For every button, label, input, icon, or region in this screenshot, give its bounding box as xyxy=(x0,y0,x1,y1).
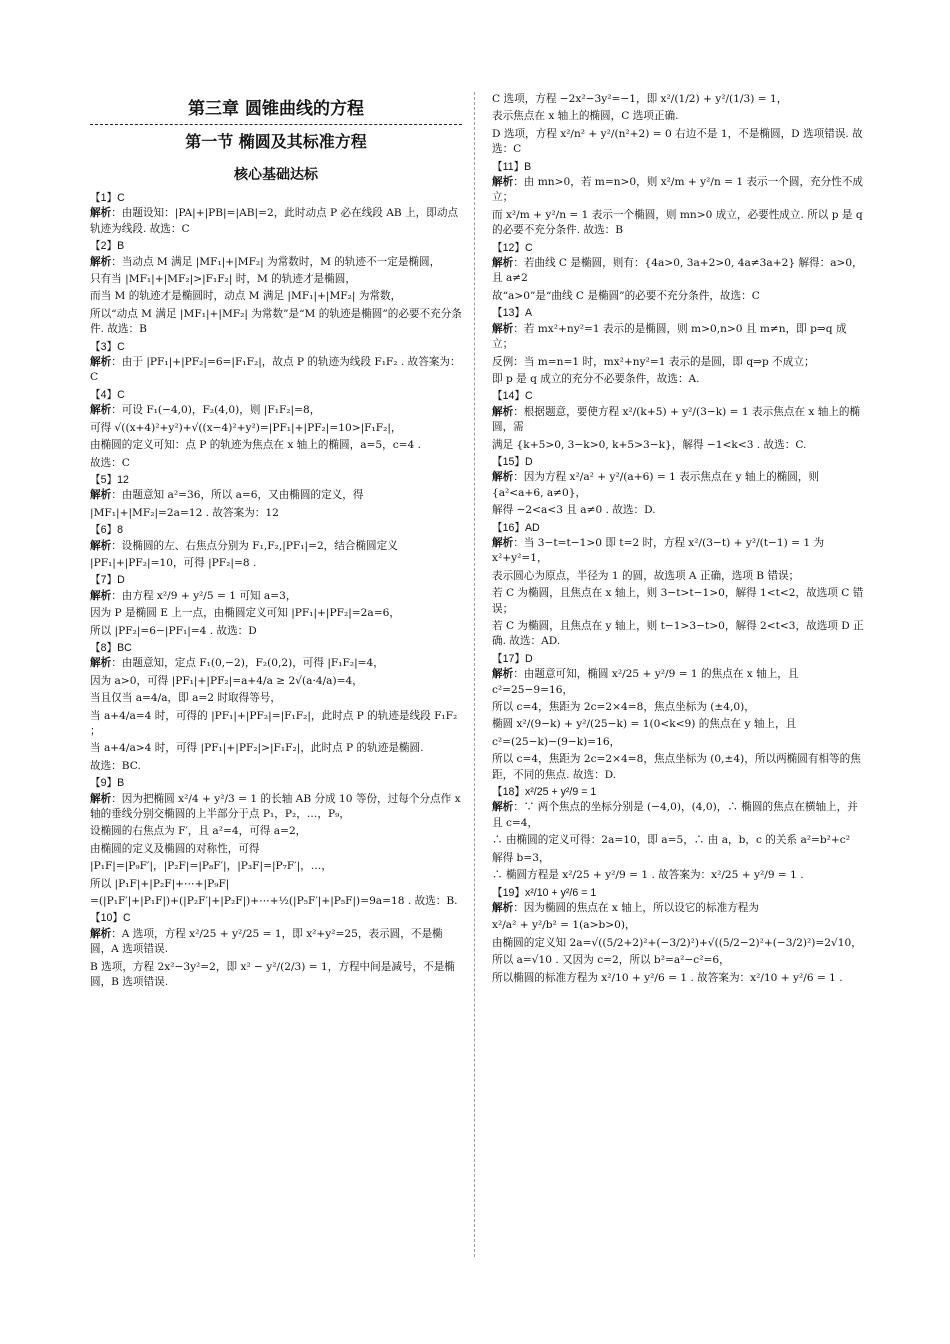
analysis-paragraph xyxy=(90,859,462,874)
analysis-paragraph xyxy=(90,403,462,418)
analysis-line: 故选：C xyxy=(90,456,130,469)
answer-number: 【6】8 xyxy=(90,524,123,537)
analysis-paragraph xyxy=(90,307,462,338)
analysis-line: 可得 √((x+4)²+y²)+√((x−4)²+y²)=|PF₁|+|PF₂|=10>|F₁F₂|， xyxy=(90,421,402,434)
analysis-label: 解析 xyxy=(492,322,514,335)
analysis-line: ：可设 F₁(−4,0)，F₂(4,0)，则 |F₁F₂|=8， xyxy=(111,404,321,417)
answer-number: 【13】A xyxy=(492,307,533,320)
answer-number: 【17】D xyxy=(492,652,533,665)
analysis-paragraph xyxy=(90,842,462,857)
analysis-line: 所以 c=4，焦距为 2c=2×4=8，焦点坐标为 (±4,0)， xyxy=(492,701,755,714)
answer-number: 【14】C xyxy=(492,390,533,403)
analysis-paragraph xyxy=(90,506,462,521)
analysis-line: 而当 M 的轨迹才是椭圆时，动点 M 满足 |MF₁|+|MF₂| 为常数， xyxy=(90,290,402,303)
answer-item xyxy=(492,785,864,883)
analysis-paragraph xyxy=(90,355,462,386)
answer-item xyxy=(90,388,462,471)
analysis-paragraph xyxy=(90,674,462,689)
analysis-paragraph xyxy=(492,667,864,698)
analysis-paragraph xyxy=(90,456,462,471)
analysis-label: 解析 xyxy=(90,589,112,602)
analysis-paragraph xyxy=(492,470,864,501)
analysis-paragraph xyxy=(492,322,864,353)
analysis-line: ：设椭圆的左、右焦点分别为 F₁,F₂,|PF₁|=2，结合椭圆定义 xyxy=(111,539,398,552)
chapter-title: 第三章 圆锥曲线的方程 xyxy=(188,99,364,119)
analysis-label: 解析 xyxy=(492,405,514,418)
answer-number: 【1】C xyxy=(90,192,125,204)
analysis-line: 所以 c=4，焦距为 2c=2×4=8，焦点坐标为 (0,±4)，所以两椭圆有相等的焦距，不同的焦点. 故选：D. xyxy=(492,753,861,781)
answer-item xyxy=(90,239,462,337)
analysis-line: ：因为把椭圆 x²/4 + y²/3 = 1 的长轴 AB 分成 10 等份，过每个分点作 x 轴的垂线分别交椭圆的上半部分于点 P₁，P₂，…，P₉， xyxy=(90,792,461,821)
analysis-label: 解析 xyxy=(492,471,514,484)
analysis-line: =(|P₁F′|+|P₁F|)+(|P₂F′|+|P₂F|)+⋯+½(|P₅F′|+|P₅F|)=9a=18 . 故选：B. xyxy=(90,895,458,908)
answer-number: 【15】D xyxy=(492,455,533,468)
analysis-paragraph xyxy=(492,175,864,206)
analysis-line: ：当动点 M 满足 |MF₁|+|MF₂| 为常数时，M 的轨迹不一定是椭圆， xyxy=(111,255,441,268)
analysis-paragraph xyxy=(492,700,864,715)
analysis-paragraph xyxy=(90,824,462,839)
analysis-line: ：因为方程 x²/a² + y²/(a+6) = 1 表示焦点在 y 轴上的椭圆，则 {a²<a+6, a≠0}， xyxy=(492,471,820,499)
answer-number: 【19】x²/10 + y²/6 = 1 xyxy=(492,886,597,899)
analysis-line: 满足 {k+5>0, 3−k>0, k+5>3−k}，解得 −1<k<3 . 故选：C. xyxy=(492,438,807,451)
analysis-label: 解析 xyxy=(492,801,514,814)
analysis-line: 解得 b=3， xyxy=(492,851,550,864)
answer-item xyxy=(492,521,864,650)
analysis-line: 若 C 为椭圆，且焦点在 y 轴上，则 t−1>3−t>0，解得 2<t<3，故选项 D 正确. 故选：AD. xyxy=(492,620,864,648)
analysis-line: ：由题意可知，椭圆 x²/25 + y²/9 = 1 的焦点在 x 轴上，且 c²=25−9=16， xyxy=(492,668,799,696)
analysis-paragraph xyxy=(90,624,462,639)
analysis-line: 当 a+4/a=4 时，可得的 |PF₁|+|PF₂|=|F₁F₂|，此时点 P 的轨迹是线段 F₁F₂ ； xyxy=(90,709,458,737)
answer-item xyxy=(90,573,462,639)
analysis-paragraph xyxy=(90,792,462,823)
answer-item xyxy=(492,455,864,519)
analysis-line: 由椭圆的定义知 2a=√((5/2+2)²+(−3/2)²)+√((5/2−2)²+(−3/2)²)=2√10， xyxy=(492,936,862,949)
analysis-paragraph xyxy=(90,272,462,287)
analysis-label: 解析 xyxy=(90,356,112,369)
analysis-paragraph xyxy=(492,833,864,848)
analysis-line: 设椭圆的右焦点为 F′，且 a²=4，可得 a=2， xyxy=(90,825,307,838)
analysis-paragraph xyxy=(90,438,462,453)
analysis-line: x²/a² + y²/b² = 1(a>b>0)， xyxy=(492,919,636,932)
analysis-line: 表示圆心为原点，半径为 1 的圆，故选项 A 正确，选项 B 错误； xyxy=(492,569,800,582)
analysis-line: ：由题意知，定点 F₁(0,−2)，F₂(0,2)，可得 |F₁F₂|=4， xyxy=(111,657,384,670)
analysis-paragraph xyxy=(492,92,864,107)
analysis-line: 当 a+4/a>4 时，可得 |PF₁|+|PF₂|>|F₁F₂|，此时点 P 的轨迹是椭圆. xyxy=(90,742,424,755)
analysis-paragraph xyxy=(492,901,864,916)
answer-number: 【11】B xyxy=(492,160,532,173)
analysis-label: 解析 xyxy=(492,901,514,914)
analysis-line: 只有当 |MF₁|+|MF₂|>|F₁F₂| 时，M 的轨迹才是椭圆， xyxy=(90,273,356,286)
analysis-paragraph xyxy=(90,556,462,571)
analysis-paragraph xyxy=(492,586,864,617)
answer-number: 【18】x²/25 + y²/9 = 1 xyxy=(492,786,597,799)
analysis-label: 解析 xyxy=(492,668,514,681)
analysis-line: B 选项，方程 2x²−3y²=2，即 x² − y²/(2/3) = 1，方程中间是减号，不是椭圆，B 选项错误. xyxy=(90,960,455,989)
analysis-paragraph xyxy=(90,709,462,740)
analysis-paragraph xyxy=(90,877,462,892)
section-title: 第一节 椭圆及其标准方程 xyxy=(185,132,367,151)
answer-item xyxy=(90,340,462,386)
analysis-line: |PF₁|+|PF₂|=10，可得 |PF₂|=8 . xyxy=(90,556,257,569)
answer-number: 【12】C xyxy=(492,241,533,254)
analysis-paragraph xyxy=(492,289,864,304)
analysis-line: 当且仅当 a=4/a，即 a=2 时取得等号， xyxy=(90,692,281,705)
answer-number: 【8】BC xyxy=(90,641,132,654)
answer-item xyxy=(492,389,864,453)
analysis-label: 解析 xyxy=(90,404,112,417)
answer-item xyxy=(90,523,462,571)
answer-item xyxy=(90,473,462,521)
analysis-paragraph xyxy=(90,960,462,991)
analysis-paragraph xyxy=(492,953,864,968)
analysis-paragraph xyxy=(90,691,462,706)
answer-list-right xyxy=(492,92,864,986)
analysis-line: |MF₁|+|MF₂|=2a=12 . 故答案为：12 xyxy=(90,506,279,519)
answer-number: 【5】12 xyxy=(90,473,129,486)
answer-list-left xyxy=(90,191,462,991)
answer-item xyxy=(90,776,462,909)
analysis-line: C 选项，方程 −2x²−3y²=−1，即 x²/(1/2) + y²/(1/3) = 1， xyxy=(492,93,788,105)
answer-item xyxy=(492,652,864,783)
analysis-label: 解析 xyxy=(90,489,112,502)
analysis-line: 所以 |P₁F|+|P₂F|+⋯+|P₉F| xyxy=(90,877,230,890)
analysis-paragraph xyxy=(492,405,864,436)
analysis-line: ：由方程 x²/9 + y²/5 = 1 可知 a=3， xyxy=(111,589,297,602)
analysis-label: 解析 xyxy=(492,536,514,549)
analysis-line: 若 C 为椭圆，且焦点在 x 轴上，则 3−t>t−1>0，解得 1<t<2，故选项 C 错误； xyxy=(492,587,864,615)
analysis-paragraph xyxy=(90,759,462,774)
analysis-paragraph xyxy=(492,918,864,933)
analysis-line: 反例：当 m=n=1 时，mx²+ny²=1 表示的是圆，即 q⇒p 不成立； xyxy=(492,355,815,368)
analysis-paragraph xyxy=(492,971,864,986)
analysis-paragraph xyxy=(90,289,462,304)
analysis-paragraph xyxy=(492,503,864,518)
analysis-paragraph xyxy=(492,536,864,567)
analysis-paragraph xyxy=(90,421,462,436)
subsection-title: 核心基础达标 xyxy=(234,167,318,183)
answer-item xyxy=(492,306,864,387)
analysis-line: ：若曲线 C 是椭圆，则有：{4a>0, 3a+2>0, 4a≠3a+2} 解得：a>0，且 a≠2 xyxy=(492,257,863,285)
analysis-line: 所以椭圆的标准方程为 x²/10 + y²/6 = 1 . 故答案为：x²/10 + y²/6 = 1 . xyxy=(492,971,843,984)
analysis-line: ：由题意知 a²=36，所以 a=6，又由椭圆的定义，得 xyxy=(111,489,364,502)
analysis-line: 表示焦点在 x 轴上的椭圆，C 选项正确. xyxy=(492,110,679,123)
analysis-label: 解析 xyxy=(90,927,112,940)
analysis-line: 由椭圆的定义可知：点 P 的轨迹为焦点在 x 轴上的椭圆，a=5，c=4 . xyxy=(90,439,422,452)
analysis-paragraph xyxy=(492,619,864,650)
analysis-line: c²=(25−k)−(9−k)=16， xyxy=(492,735,621,748)
analysis-paragraph xyxy=(90,894,462,909)
answer-number: 【2】B xyxy=(90,240,125,253)
analysis-paragraph xyxy=(90,589,462,604)
analysis-paragraph xyxy=(492,355,864,370)
column-divider xyxy=(474,92,475,1257)
analysis-line: 而 x²/m + y²/n = 1 表示一个椭圆，则 mn>0 成立，必要性成立. 所以 p 是 q 的必要不充分条件. 故选：B xyxy=(492,208,863,237)
analysis-line: 由椭圆的定义及椭圆的对称性，可得 xyxy=(90,842,260,855)
analysis-label: 解析 xyxy=(90,539,112,552)
analysis-line: 因为 a>0，可得 |PF₁|+|PF₂|=a+4/a ≥ 2√(a·4/a)=4， xyxy=(90,674,363,687)
analysis-paragraph xyxy=(90,741,462,756)
analysis-line: ：由于 |PF₁|+|PF₂|=6=|F₁F₂|，故点 P 的轨迹为线段 F₁F₂ . 故答案为：C xyxy=(90,356,461,384)
analysis-line: ：因为椭圆的焦点在 x 轴上，所以设它的标准方程为 xyxy=(513,901,759,914)
analysis-paragraph xyxy=(90,488,462,503)
analysis-line: ：根据题意，要使方程 x²/(k+5) + y²/(3−k) = 1 表示焦点在 x 轴上的椭圆，需 xyxy=(492,405,861,434)
analysis-paragraph xyxy=(492,752,864,783)
analysis-line: ：当 3−t=t−1>0 即 t=2 时，方程 x²/(3−t) + y²/(t−1) = 1 为 x²+y²=1， xyxy=(492,536,825,565)
analysis-paragraph xyxy=(492,735,864,750)
analysis-paragraph xyxy=(492,717,864,732)
analysis-paragraph xyxy=(492,127,864,158)
analysis-line: ：由题设知：|PA|+|PB|=|AB|=2，此时动点 P 必在线段 AB 上，即动点轨迹为线段. 故选：C xyxy=(90,207,459,235)
analysis-label: 解析 xyxy=(90,657,112,670)
analysis-line: ∴ 由椭圆的定义可得：2a=10，即 a=5，∴ 由 a，b，c 的关系 a²=b²+c² xyxy=(492,834,850,847)
analysis-line: 所以 a=√10 . 又因为 c=2，所以 b²=a²−c²=6， xyxy=(492,954,730,967)
analysis-line: 解得 −2<a<3 且 a≠0 . 故选：D. xyxy=(492,504,656,517)
analysis-label: 解析 xyxy=(492,176,514,189)
analysis-line: 所以 |PF₂|=6−|PF₁|=4 . 故选：D xyxy=(90,624,257,637)
analysis-line: ：由 mn>0，若 m=n>0，则 x²/m + y²/n = 1 表示一个圆，充分性不成立； xyxy=(492,176,864,204)
analysis-paragraph xyxy=(492,868,864,883)
analysis-paragraph xyxy=(90,255,462,270)
answer-item xyxy=(492,92,864,158)
answer-number: 【7】D xyxy=(90,574,125,587)
analysis-paragraph xyxy=(492,438,864,453)
analysis-label: 解析 xyxy=(90,207,112,220)
answer-item xyxy=(492,886,864,986)
answer-number: 【16】AD xyxy=(492,521,540,534)
analysis-line: ：∵ 两个焦点的坐标分别是 (−4,0)，(4,0)，∴ 椭圆的焦点在横轴上，并且 c=4， xyxy=(492,801,858,829)
analysis-paragraph xyxy=(492,851,864,866)
analysis-paragraph xyxy=(492,569,864,584)
answer-number: 【4】C xyxy=(90,388,125,401)
analysis-label: 解析 xyxy=(90,255,112,268)
answer-item xyxy=(492,241,864,305)
analysis-paragraph xyxy=(492,800,864,831)
title-divider xyxy=(90,124,462,125)
analysis-line: ：若 mx²+ny²=1 表示的是椭圆，则 m>0,n>0 且 m≠n，即 p⇒q 成立； xyxy=(492,322,847,351)
analysis-paragraph xyxy=(492,256,864,287)
analysis-line: 因为 P 是椭圆 E 上一点，由椭圆定义可知 |PF₁|+|PF₂|=2a=6， xyxy=(90,607,400,620)
answer-item xyxy=(90,641,462,774)
answer-number: 【10】C xyxy=(90,912,131,925)
answer-item xyxy=(492,160,864,239)
answer-item xyxy=(90,191,462,237)
left-column xyxy=(90,92,462,993)
analysis-line: |P₁F|=|P₉F′|，|P₂F|=|P₈F′|，|P₃F|=|P₇F′|，…， xyxy=(90,860,332,873)
analysis-paragraph xyxy=(492,372,864,387)
analysis-line: 故选：BC. xyxy=(90,759,141,772)
analysis-paragraph xyxy=(90,206,462,237)
analysis-paragraph xyxy=(90,927,462,958)
analysis-paragraph xyxy=(492,208,864,239)
analysis-paragraph xyxy=(492,936,864,951)
analysis-paragraph xyxy=(492,109,864,124)
analysis-label: 解析 xyxy=(90,792,112,805)
analysis-line: 即 p 是 q 成立的充分不必要条件，故选：A. xyxy=(492,372,700,385)
answer-number: 【9】B xyxy=(90,777,125,790)
answer-item xyxy=(90,911,462,990)
analysis-line: ∴ 椭圆方程是 x²/25 + y²/9 = 1 . 故答案为：x²/25 + y²/9 = 1 . xyxy=(492,869,804,882)
analysis-line: ：A 选项，方程 x²/25 + y²/25 = 1，即 x²+y²=25，表示圆，不是椭圆，A 选项错误. xyxy=(90,927,443,956)
analysis-label: 解析 xyxy=(492,257,514,270)
analysis-line: 所以“动点 M 满足 |MF₁|+|MF₂| 为常数”是“M 的轨迹是椭圆”的必要不充分条件. 故选：B xyxy=(90,307,462,336)
analysis-line: 故“a>0”是“曲线 C 是椭圆”的必要不充分条件，故选：C xyxy=(492,289,760,302)
analysis-line: 椭圆 x²/(9−k) + y²/(25−k) = 1(0<k<9) 的焦点在 y 轴上，且 xyxy=(492,718,797,731)
analysis-line: D 选项，方程 x²/n² + y²/(n²+2) = 0 右边不是 1，不是椭圆，D 选项错误. 故选：C xyxy=(492,127,863,156)
analysis-paragraph xyxy=(90,656,462,671)
analysis-paragraph xyxy=(90,539,462,554)
answer-number: 【3】C xyxy=(90,340,125,353)
analysis-paragraph xyxy=(90,606,462,621)
right-column xyxy=(492,92,864,988)
